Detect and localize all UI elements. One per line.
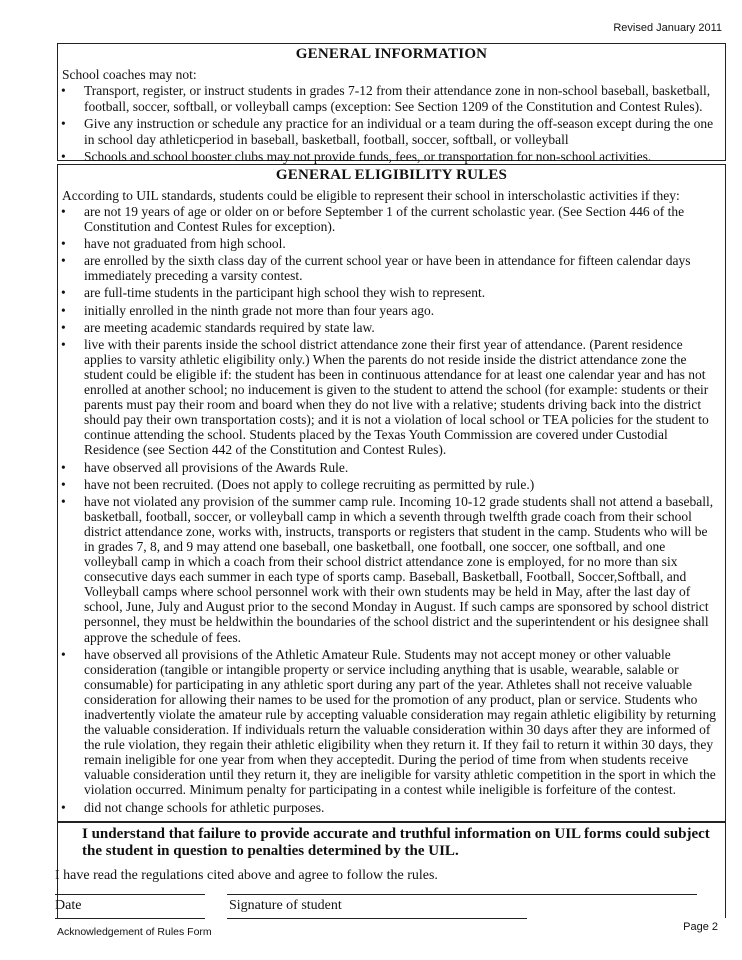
rules-list <box>58 204 725 815</box>
bullet-icon: • <box>61 116 66 131</box>
revised-date: Revised January 2011 <box>613 22 722 34</box>
section-title: GENERAL INFORMATION <box>295 46 488 62</box>
list-item-text: have observed all provisions of the Awards Rule. <box>84 459 349 475</box>
date-field[interactable] <box>55 894 205 895</box>
list-item-text: are enrolled by the sixth class day of the current school year or have been in attendance for fifteen calendar days immediately preceding a varsity contest. <box>84 253 691 284</box>
list-item <box>58 320 725 335</box>
list-item <box>58 285 725 300</box>
section-title: GENERAL ELIGIBILITY RULES <box>275 167 508 183</box>
list-item-text: Give any instruction or schedule any practice for an individual or a team during the off-season except during the one in school day athleticperiod in baseball, basketball, football, soccer, softball, or volleyball <box>84 116 714 147</box>
list-item <box>58 494 725 645</box>
acknowledgement-statement: I understand that failure to provide accurate and truthful information on UIL forms could subject the student in question to penalties determined by the UIL. <box>82 826 710 859</box>
bullet-icon: • <box>61 83 66 98</box>
bullet-icon: • <box>61 204 66 219</box>
list-item-text: live with their parents inside the school district attendance zone their first year of attendance. (Parent residence applies to varsity athletic eligibility only.) When the parents do not reside inside the district attendance zone the student could be eligible if: the student has been in continuous attendance for at least one calendar year and has not enrolled at another school; no inducement is given to the student to attend the school (for example: students or their parents must pay their room and board when they do not live with a relative; students driving back into the district should pay their own transportation costs); and it is not a violation of local school or TEA policies for the student to continue attending the school. Students placed by the Texas Youth Commission are covered under Custodial Residence (see Section 442 of the Constitution and Contest Rules). <box>84 336 709 458</box>
list-item-text: have not graduated from high school. <box>84 236 286 252</box>
page-number: Page 2 <box>683 921 718 933</box>
list-item-text: did not change schools for athletic purposes. <box>84 799 325 815</box>
list-item-text: are meeting academic standards required by state law. <box>84 319 375 335</box>
bullet-icon: • <box>61 493 66 509</box>
bullet-icon: • <box>61 799 66 815</box>
section-intro: According to UIL standards, students could be eligible to represent their school in interscholastic activities if they: <box>62 188 680 203</box>
bullet-icon: • <box>61 319 66 335</box>
list-item-text: have not been recruited. (Does not apply to college recruiting as permitted by rule.) <box>84 476 535 492</box>
signature-label: Signature of student <box>229 898 342 913</box>
form-name: Acknowledgement of Rules Form <box>57 926 212 938</box>
divider <box>227 918 527 919</box>
eligibility-rules-section <box>57 164 726 822</box>
bullet-icon: • <box>61 253 66 269</box>
list-item-text: are not 19 years of age or older on or before September 1 of the current scholastic year. (See Section 446 of the Constitution and Contest Rules for exception). <box>84 204 685 235</box>
list-item-text: have not violated any provision of the summer camp rule. Incoming 10-12 grade students shall not attend a baseball, basketball, football, soccer, or volleyball camp in which a seventh through twelfth grade coach from their school district attendance zone, works with, instructs, transports or registers that student in the camp. Students who will be in grades 7, 8, and 9 may attend one baseball, one basketball, one football, one soccer, one softball, and one volleyball camp in which a coach from their school district attendance zone is employed, for no more than six consecutive days each summer in each type of sports camp. Baseball, Basketball, Football, Soccer,Softball, and Volleyball camps where school personnel work with their own students may be held in May, after the last day of school, June, July and August prior to the second Monday in August. If such camps are sponsored by school district personnel, they must be heldwithin the boundaries of the school district and the superintendent or his designee shall approve the schedule of fees. <box>84 493 714 645</box>
list-item <box>58 83 725 115</box>
bullet-icon: • <box>61 302 66 318</box>
bullet-icon: • <box>61 149 66 164</box>
signature-row <box>55 886 725 918</box>
divider <box>55 918 205 919</box>
agreement-text: I have read the regulations cited above and agree to follow the rules. <box>55 868 438 883</box>
bullet-icon: • <box>61 336 66 352</box>
date-label: Date <box>55 898 82 913</box>
list-item <box>58 236 725 251</box>
list-item <box>58 460 725 475</box>
list-item <box>58 303 725 318</box>
bullet-icon: • <box>61 646 66 662</box>
list-item <box>58 477 725 492</box>
acknowledgement-section <box>57 822 726 918</box>
list-item <box>58 116 725 148</box>
list-item <box>58 337 725 458</box>
list-item-text: have observed all provisions of the Athletic Amateur Rule. Students may not accept money or other valuable consideration (tangible or intangible property or service including anything that is usable, wearable, salable or consumable) for participating in any athletic sport during any part of the year. Athletes shall not receive valuable consideration for allowing their names to be used for the promotion of any product, plan or service. Students who inadvertently violate the amateur rule by accepting valuable consideration may regain athletic eligibility by returning the valuable consideration. If individuals return the valuable consideration within 30 days after they are informed of the rule violation, they regain their athletic eligibility when they return it. If they fail to return it within 30 days, they remain ineligible for one year from when they acceptedit. During the period of time from when students receive valuable consideration until they return it, they are ineligible for varsity athletic competition in the sport in which the violation occurred. Minimum penalty for participating in a contest while ineligible is forfeiture of the contest. <box>84 646 717 798</box>
bullet-icon: • <box>61 285 66 301</box>
list-item <box>58 149 725 165</box>
list-item-text: are full-time students in the participant high school they wish to represent. <box>84 285 486 301</box>
list-item <box>58 800 725 815</box>
list-item-text: initially enrolled in the ninth grade not more than four years ago. <box>84 302 435 318</box>
general-information-section <box>57 43 726 164</box>
list-item <box>58 647 725 798</box>
list-item <box>58 204 725 234</box>
list-item <box>58 253 725 283</box>
section-intro: School coaches may not: <box>62 67 197 82</box>
bullet-icon: • <box>61 236 66 252</box>
rules-list <box>58 83 725 165</box>
list-item-text: Schools and school booster clubs may not provide funds, fees, or transportation for non-school activities. <box>84 149 652 164</box>
bullet-icon: • <box>61 476 66 492</box>
list-item-text: Transport, register, or instruct students in grades 7-12 from their attendance zone in non-school baseball, basketball, football, soccer, softball, or volleyball camps (exception: See Section 1209 of the Constitution and Contest Rules). <box>84 83 711 114</box>
bullet-icon: • <box>61 459 66 475</box>
signature-field[interactable] <box>227 894 697 895</box>
